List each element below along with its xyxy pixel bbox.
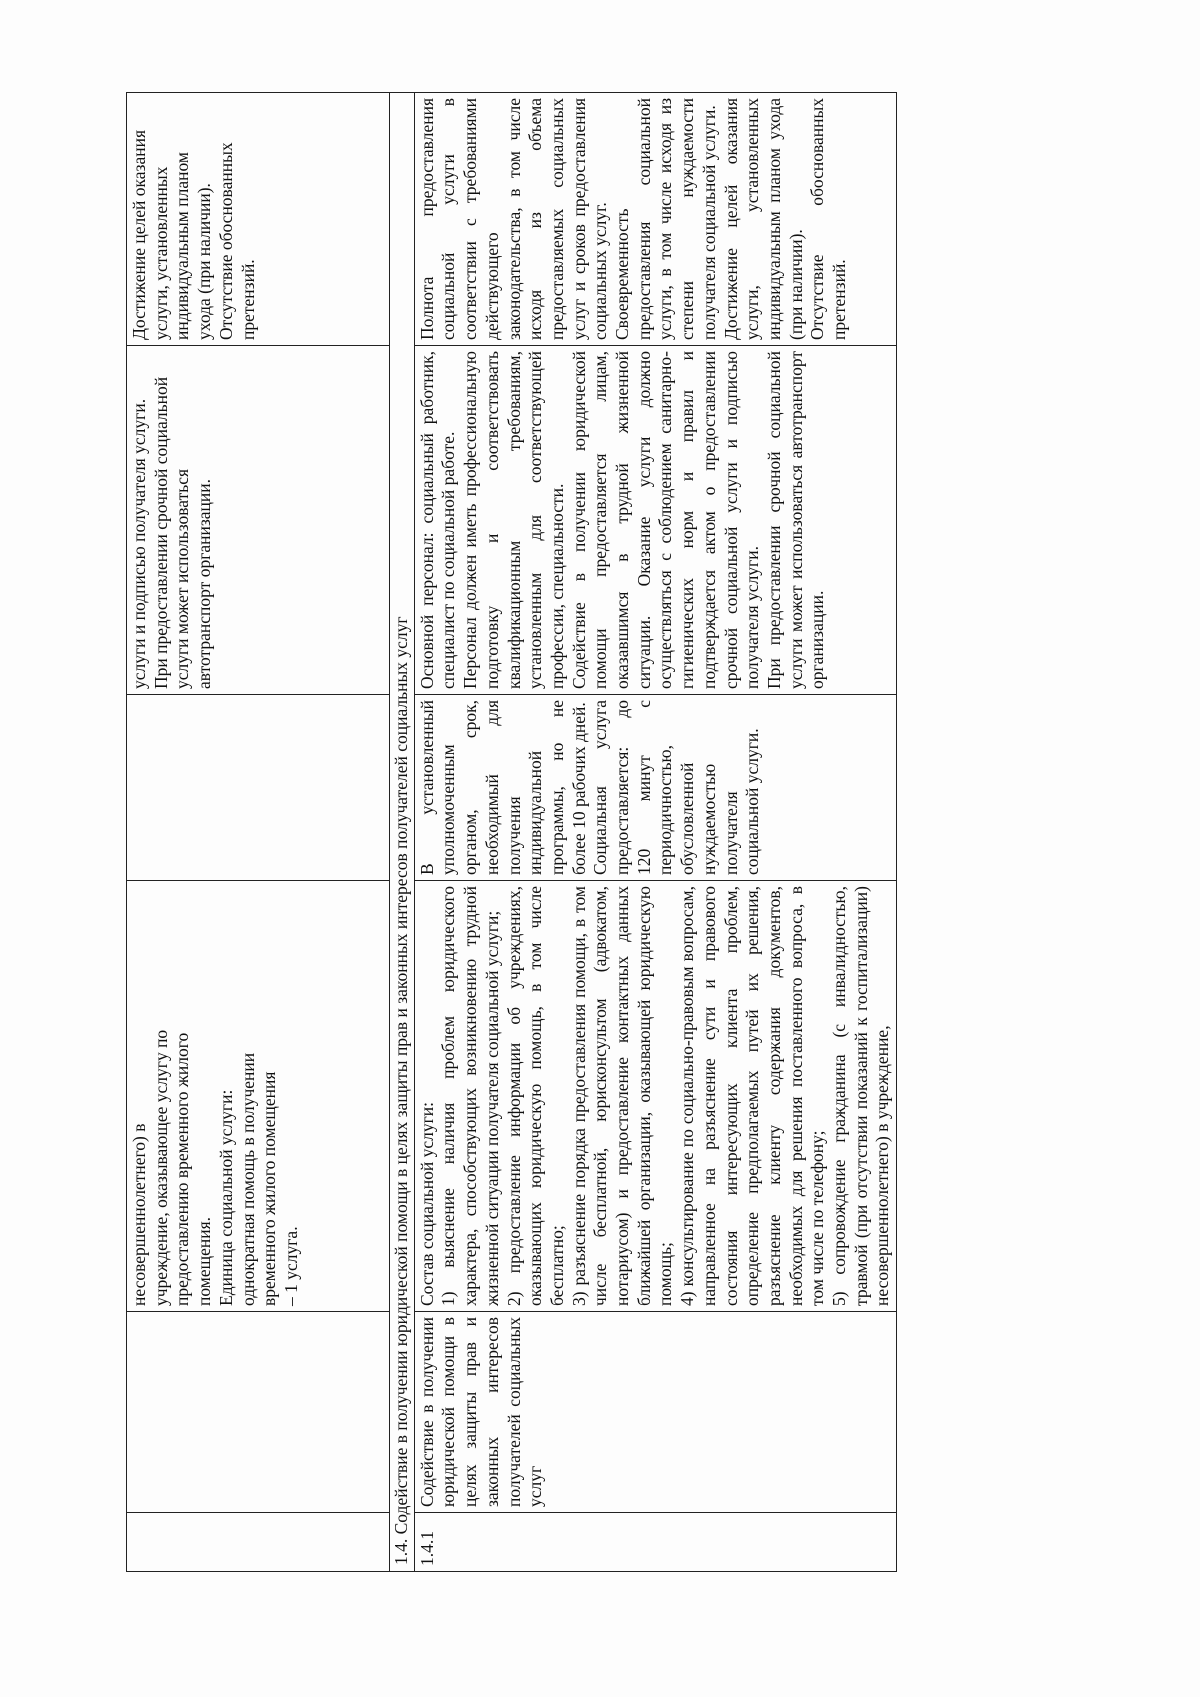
conditions-line: автотранспорт организации.: [194, 478, 215, 689]
content-paragraph: 4) консультирование по социально-правовым вопросам, направленное на разъяснение сути и правового состояния интересующих клиента проблем, определение предполагаемых путей их решения, разъяснение клиенту содержания документов, необходимых для решения поставленного вопроса, в том числе по телефону;: [677, 886, 828, 1306]
conditions-line: При предоставлении срочной социальной: [150, 376, 171, 689]
content-paragraph: 3) разъяснение порядка предоставления помощи, в том числе бесплатной, юрисконсультом (адвокатом, нотариусом) и предоставление контактных данных ближайшей организации, оказывающей юридическую помощь;: [568, 886, 676, 1306]
criteria-line: услуги, установленных: [150, 166, 171, 340]
term-cell-empty: [127, 695, 390, 881]
content-line: временного жилого помещения: [259, 1071, 280, 1306]
rotated-table-container: [126, 92, 893, 1572]
services-table: [126, 92, 897, 1572]
criteria-line: ухода (при наличии).: [194, 183, 215, 340]
conditions-paragraph: При предоставлении срочной социальной услуги может использоваться автотранспорт организации.: [763, 351, 828, 689]
row-number: 1.4.1: [414, 1513, 896, 1572]
criteria-paragraph: Полнота предоставления социальной услуги в соответствии с требованиями действующего законодательства, в том числе исходя из объема предоставляемых социальных услуг и сроков предоставления социальных услуг.: [416, 98, 611, 340]
conditions-paragraph: Основной персонал: социальный работник, специалист по социальной работе.: [416, 351, 459, 689]
content-line: предоставлению временного жилого: [172, 1032, 193, 1306]
criteria-paragraph: Своевременность предоставления социальной услуги, в том числе исходя из степени нуждаемости получателя социальной услуги.: [612, 98, 719, 340]
conditions-cell: [127, 346, 390, 695]
service-name-cell-empty: [127, 1312, 390, 1513]
service-content-cell: [127, 881, 390, 1312]
content-paragraph: 1) выяснение наличия проблем юридического характера, способствующих возникновению трудной жизненной ситуации получателя социальной услуги;: [438, 886, 502, 1306]
criteria-line: Отсутствие обоснованных: [215, 142, 236, 340]
content-line: несовершеннолетнего) в: [129, 1123, 149, 1306]
criteria-line: индивидуальным планом: [172, 152, 193, 340]
criteria-line: претензий.: [237, 259, 258, 340]
service-content-cell: [414, 881, 896, 1312]
conditions-line: услуги может использоваться: [172, 468, 193, 689]
content-paragraph: 2) предоставление информации об учреждениях, оказывающих юридическую помощь, в том числе бесплатно;: [503, 886, 567, 1306]
criteria-line: Достижение целей оказания: [129, 130, 149, 340]
term-cell: [414, 695, 896, 881]
criteria-paragraph: Достижение целей оказания услуги, установленных индивидуальным планом ухода (при наличии).: [720, 98, 806, 340]
conditions-paragraph: Содействие в получении юридической помощи предоставляется лицам, оказавшимся в трудной жизненной ситуации. Оказание услуги должно осуществляться с соблюдением санитарно-гигиенических норм и правил и подтверждается актом о предоставлении срочной социальной услуги и подписью получателя услуги.: [568, 351, 763, 689]
content-line: однократная помощь в получении: [237, 1052, 258, 1306]
criteria-paragraph: Отсутствие обоснованных претензий.: [807, 98, 850, 340]
content-paragraph: Состав социальной услуги:: [416, 1101, 437, 1306]
conditions-line: услуги и подписью получателя услуги.: [129, 398, 149, 689]
content-line: учреждение, оказывающее услугу по: [150, 1029, 171, 1306]
criteria-cell: [414, 93, 896, 346]
content-line: Единица социальной услуги:: [215, 1089, 236, 1306]
service-name: Содействие в получении юридической помощи в целях защиты прав и законных интересов получателей социальных услуг: [414, 1312, 896, 1513]
term-paragraph: Социальная услуга предоставляется: до 120 минут с периодичностью, обусловленной нуждаемостью получателя социальной услуги.: [590, 700, 763, 875]
content-line: помещения.: [194, 1216, 215, 1306]
table-row-continued: [127, 93, 390, 1572]
conditions-cell: [414, 346, 896, 695]
content-paragraph: 5) сопровождение гражданина (с инвалидностью, травмой (при отсутствии показаний к госпитализации) несовершеннолетнего) в учреждение,: [829, 886, 893, 1306]
criteria-cell: [127, 93, 390, 346]
table-row-1-4-1: [414, 93, 896, 1572]
section-header-row: [390, 93, 415, 1572]
conditions-paragraph: Персонал должен иметь профессиональную подготовку и соответствовать квалификационным требованиям, установленным для соответствующей профессии, специальности.: [460, 351, 567, 689]
section-title: 1.4. Содействие в получении юридической помощи в целях защиты прав и законных интересов получателей социальных услуг: [390, 93, 415, 1572]
term-paragraph: В установленный уполномоченным органом, срок, необходимый для получения индивидуальной программы, но не более 10 рабочих дней.: [416, 700, 589, 875]
row-number-cell-empty: [127, 1513, 390, 1572]
content-line: – 1 услуга.: [280, 1226, 301, 1306]
